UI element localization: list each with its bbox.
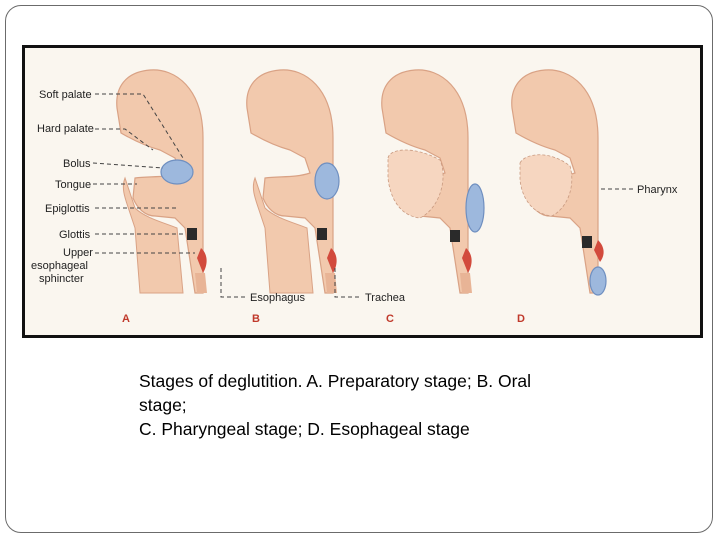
label-tongue: Tongue bbox=[55, 179, 92, 191]
deglutition-illustration bbox=[25, 48, 700, 335]
bolus-c bbox=[466, 184, 484, 232]
glottis-d bbox=[582, 236, 592, 248]
caption-line-2: stage; bbox=[139, 395, 187, 415]
panel-c bbox=[382, 70, 484, 293]
glottis-b bbox=[317, 228, 327, 240]
panel-a bbox=[117, 70, 207, 293]
label-bolus: Bolus bbox=[63, 158, 91, 170]
stage-label-a: A bbox=[122, 313, 130, 325]
panel-b bbox=[247, 70, 339, 293]
label-pharynx: Pharynx bbox=[637, 184, 678, 196]
label-hard-palate: Hard palate bbox=[37, 123, 94, 135]
deglutition-figure bbox=[22, 45, 703, 338]
stage-label-b: B bbox=[252, 313, 260, 325]
stage-label-d: D bbox=[517, 313, 525, 325]
caption-line-3: C. Pharyngeal stage; D. Esophageal stage bbox=[139, 419, 470, 439]
caption-line-1: Stages of deglutition. A. Preparatory stage; B. Oral bbox=[139, 371, 532, 391]
panel-d bbox=[512, 70, 606, 295]
bolus-d bbox=[590, 267, 606, 295]
figure-caption bbox=[139, 369, 659, 441]
label-upper: Upper bbox=[63, 247, 93, 259]
label-sphincter: sphincter bbox=[39, 273, 84, 285]
label-soft-palate: Soft palate bbox=[39, 89, 92, 101]
bolus-b bbox=[315, 163, 339, 199]
label-esophageal: esophageal bbox=[31, 260, 88, 272]
label-esophagus: Esophagus bbox=[250, 292, 306, 304]
stage-label-c: C bbox=[386, 313, 394, 325]
esophagus-tube-a bbox=[195, 273, 207, 293]
glottis-c bbox=[450, 230, 460, 242]
label-trachea: Trachea bbox=[365, 292, 405, 304]
esophagus-tube-c bbox=[460, 273, 472, 293]
label-glottis: Glottis bbox=[59, 229, 91, 241]
label-epiglottis: Epiglottis bbox=[45, 203, 90, 215]
glottis-a bbox=[187, 228, 197, 240]
bolus-a bbox=[161, 160, 193, 184]
